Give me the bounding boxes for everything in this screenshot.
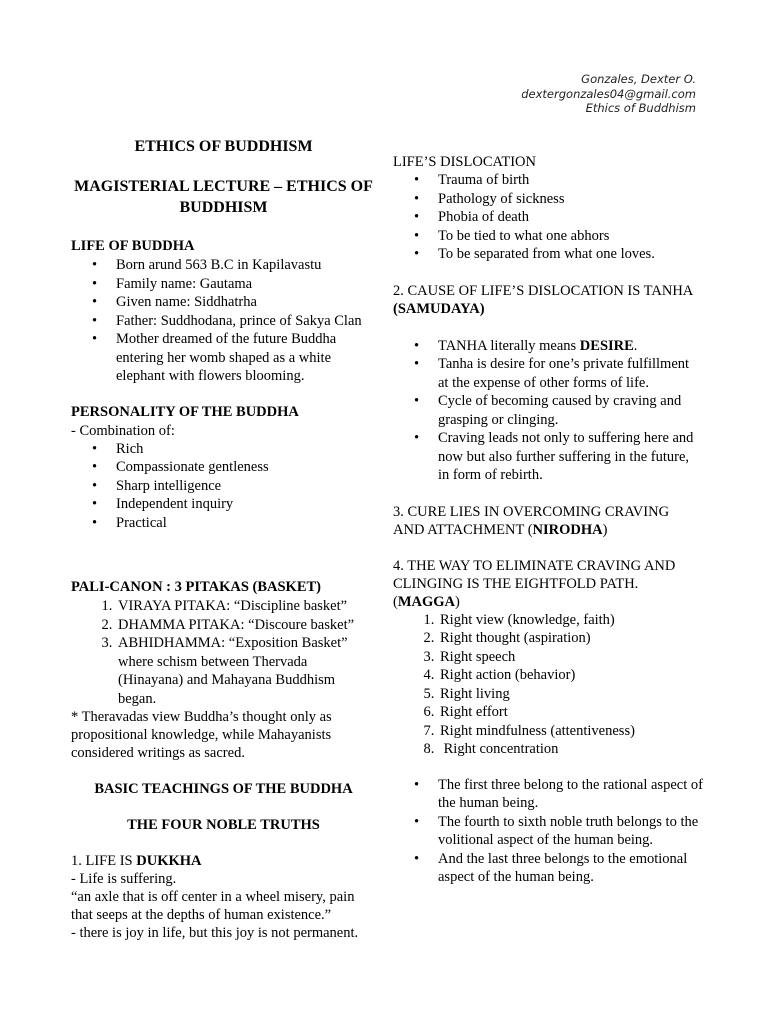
list-item: • The first three belong to the rational aspect of the human being. [438,776,703,813]
way-text: 4. THE WAY TO ELIMINATE CRAVING AND CLINGING IS THE EIGHTFOLD PATH. ( [393,557,676,610]
truth-1-quote: “an axle that is off center in a wheel misery, pain that seeps at the depths of human existence.” [71,889,355,923]
tanha-list [393,337,703,485]
list-item: • Trauma of birth [438,171,703,190]
list-item [438,337,703,356]
four-truths-heading: THE FOUR NOBLE TRUTHS [127,817,320,833]
list-item: • Phobia of death [438,208,703,227]
author-name: Gonzales, Dexter O. [581,72,696,86]
list-item: • Tanha is desire for one’s private fulfillment at the expense of other forms of life. [438,355,703,392]
document-title: ETHICS OF BUDDHISM [134,138,313,155]
dislocation-heading: LIFE’S DISLOCATION [393,154,536,170]
list-item: • And the last three belongs to the emotional aspect of the human being. [438,850,703,887]
tanha-suffix: . [633,337,638,354]
list-item: • Cycle of becoming caused by craving and grasping or clinging. [438,392,703,429]
list-item: 8. Right concentration [438,740,703,759]
list-item: • Mother dreamed of the future Buddha entering her womb shaped as a white elephant with flowers blooming. [116,330,376,386]
list-item: 3. Right speech [438,648,703,667]
pali-note: * Theravadas view Buddha’s thought only as propositional knowledge, while Mahayanists considered writings as sacred. [71,709,332,761]
basic-teachings-heading: BASIC TEACHINGS OF THE BUDDHA [94,781,353,797]
course-name: Ethics of Buddhism [585,101,696,115]
cure-close: ) [602,521,608,538]
cause-heading [393,282,703,318]
life-heading: LIFE OF BUDDHA [71,238,195,254]
list-item: 5. Right living [438,685,703,704]
way-term: MAGGA [397,593,456,610]
personality-intro: - Combination of: [71,422,175,439]
list-item: • Born arund 563 B.C in Kapilavastu [116,256,376,275]
truth-1-line: - Life is suffering. [71,871,177,887]
page-header [521,72,696,116]
personality-heading: PERSONALITY OF THE BUDDHA [71,403,299,420]
list-item: 1. VIRAYA PITAKA: “Discipline basket” [116,597,376,616]
dislocation-list [393,171,703,264]
way-close: ) [455,593,460,610]
left-column [71,136,376,942]
list-item: • Given name: Siddhatrha [116,293,376,312]
truth-1-prefix: 1. LIFE IS [71,853,137,869]
tanha-prefix: TANHA literally means [438,337,580,354]
pali-list [71,597,376,708]
list-item: • Family name: Gautama [116,275,376,294]
list-item: • Rich [116,440,376,459]
list-item: • Pathology of sickness [438,190,703,209]
list-item: • The fourth to sixth noble truth belongs to the volitional aspect of the human being. [438,813,703,850]
list-item: • Craving leads not only to suffering here and now but also further suffering in the future, in form of rebirth. [438,429,703,485]
list-item: 7. Right mindfulness (attentiveness) [438,722,703,741]
cure-term: NIRODHA [532,521,603,538]
cause-text: 2. CAUSE OF LIFE’S DISLOCATION IS TANHA [393,282,693,299]
list-item: 2. Right thought (aspiration) [438,629,703,648]
author-email: dextergonzales04@gmail.com [521,86,696,101]
list-item: • Independent inquiry [116,495,376,514]
cause-term: (SAMUDAYA) [393,300,485,317]
pali-heading: PALI-CANON : 3 PITAKAS (BASKET) [71,579,322,595]
truth-1-line: - there is joy in life, but this joy is not permanent. [71,925,359,941]
list-item: 2. DHAMMA PITAKA: “Discoure basket” [116,616,376,635]
list-item: • Sharp intelligence [116,477,376,496]
truth-1-term: DUKKHA [136,853,202,869]
list-item: • To be separated from what one loves. [438,245,703,264]
list-item: 4. Right action (behavior) [438,666,703,685]
list-item: • To be tied to what one abhors [438,227,703,246]
list-item: • Compassionate gentleness [116,458,376,477]
list-item: 6. Right effort [438,703,703,722]
life-list [71,256,376,386]
cure-text: 3. CURE LIES IN OVERCOMING CRAVING AND ATTACHMENT ( [393,503,670,538]
list-item: • Father: Suddhodana, prince of Sakya Clan [116,312,376,331]
truth-1-heading [71,852,376,870]
list-item: 3. ABHIDHAMMA: “Exposition Basket” where schism between Thervada (Hinayana) and Mahayana Buddhism began. [116,634,376,708]
list-item: 1. Right view (knowledge, faith) [438,611,703,630]
way-heading [393,557,703,611]
list-item: • Practical [116,514,376,533]
aspect-list [393,776,703,887]
cure-heading [393,503,703,539]
document-subtitle: MAGISTERIAL LECTURE – ETHICS OF BUDDHISM [74,178,373,216]
right-column [393,153,703,887]
eightfold-path-list [393,611,703,759]
personality-list [71,440,376,533]
tanha-term: DESIRE [579,337,634,354]
